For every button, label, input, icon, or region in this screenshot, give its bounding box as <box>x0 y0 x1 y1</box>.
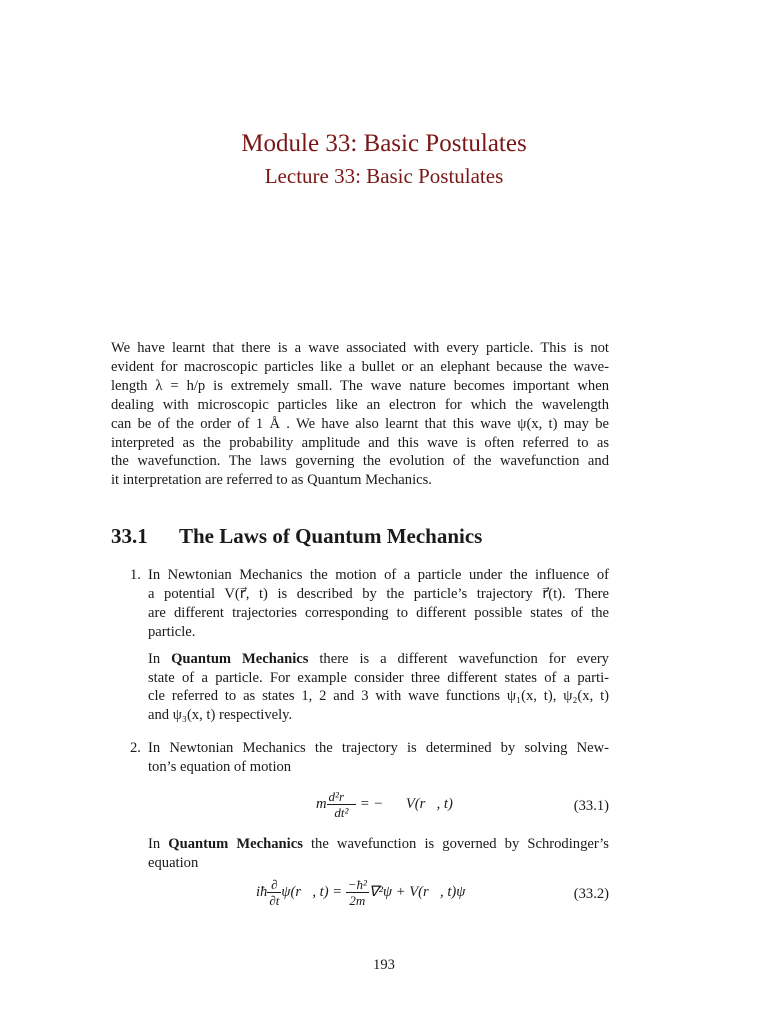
section-number: 33.1 <box>111 524 148 548</box>
numerator: −ħ² <box>347 876 367 892</box>
equation-33-1 <box>148 789 609 823</box>
text-line: ton’s equation of motion <box>148 759 292 776</box>
eq-mass: m <box>316 795 327 812</box>
text-line: dealing with microscopic particles like an electron for which the wavelength <box>111 396 609 413</box>
paragraph <box>148 739 609 777</box>
text-line: the wavefunction. The laws governing the evolution of the wavefunction and <box>111 453 609 470</box>
equation-number: (33.1) <box>573 798 609 815</box>
intro-paragraph <box>111 339 609 490</box>
eq-lhs: iħ <box>256 883 268 900</box>
denominator: ∂t <box>269 892 280 908</box>
text-line: cle referred to as states 1, 2 and 3 with wave functions ψ₁(x, t), ψ₂(x, t) <box>148 688 609 705</box>
equation-33-2 <box>148 877 609 911</box>
numerator: d²r⃗ <box>328 789 355 805</box>
text-line: We have learnt that there is a wave associated with every particle. This is not <box>111 340 609 356</box>
text-line: are different trajectories corresponding to different possible states of the <box>148 604 609 621</box>
bold-term: Quantum Mechanics <box>171 650 309 667</box>
line-rest: the wavefunction is governed by Schrodinger’s <box>302 836 609 853</box>
equation-number: (33.2) <box>573 885 609 902</box>
equation-body <box>256 877 465 908</box>
title-block <box>0 128 768 190</box>
fraction <box>327 789 357 820</box>
text-line: length λ = h/p is extremely small. The wave nature becomes important when <box>111 377 609 394</box>
postulate-list <box>111 566 609 923</box>
text-line: In Newtonian Mechanics the trajectory is determined by solving New- <box>148 740 609 757</box>
text-line: In Newtonian Mechanics the motion of a particle under the influence of <box>148 567 609 583</box>
lecture-title: Lecture 33: Basic Postulates <box>264 164 504 188</box>
text-line: can be of the order of 1 Å . We have also learnt that this wave ψ(x, t) may be <box>111 415 609 432</box>
text-line: it interpretation are referred to as Quantum Mechanics. <box>111 472 432 489</box>
fraction <box>267 877 281 908</box>
denominator: 2m <box>349 892 366 908</box>
lead-word: In <box>148 650 161 667</box>
section-heading <box>111 522 482 550</box>
denominator: dt² <box>334 805 349 821</box>
text-line: particle. <box>148 623 196 640</box>
list-item <box>111 739 609 911</box>
paragraph <box>148 650 609 726</box>
list-item-number: 1. <box>130 567 141 583</box>
text-line <box>148 835 609 854</box>
eq-rhs: ∇²ψ + V(r⃗, t)ψ <box>368 883 466 900</box>
list-item <box>111 566 609 725</box>
numerator: ∂ <box>267 877 281 893</box>
equation-body <box>316 789 453 820</box>
text-line: and ψ₃(x, t) respectively. <box>148 707 293 724</box>
eq-rhs: = −∇⃗V(r⃗, t) <box>359 795 453 812</box>
section-title: The Laws of Quantum Mechanics <box>179 524 483 548</box>
lead-word: In <box>148 836 161 853</box>
bold-term: Quantum Mechanics <box>168 836 303 853</box>
paragraph <box>148 835 609 873</box>
fraction <box>346 877 369 908</box>
line-rest: there is a different wavefunction for every <box>308 650 609 667</box>
text-line <box>148 650 609 669</box>
page-number: 193 <box>373 957 395 973</box>
list-item-number: 2. <box>130 740 141 757</box>
eq-mid: ψ(r⃗, t) = <box>281 883 343 900</box>
module-title: Module 33: Basic Postulates <box>241 130 527 157</box>
text-line: state of a particle. For example consider three different states of a parti- <box>148 669 609 686</box>
text-line: interpreted as the probability amplitude and this wave is often referred to as <box>111 434 609 451</box>
text-line: equation <box>148 854 199 871</box>
text-line: evident for macroscopic particles like a bullet or an elephant because the wave- <box>111 358 609 375</box>
text-line: a potential V(r⃗, t) is described by the particle’s trajectory r⃗(t). There <box>148 585 609 602</box>
paragraph <box>148 566 609 642</box>
